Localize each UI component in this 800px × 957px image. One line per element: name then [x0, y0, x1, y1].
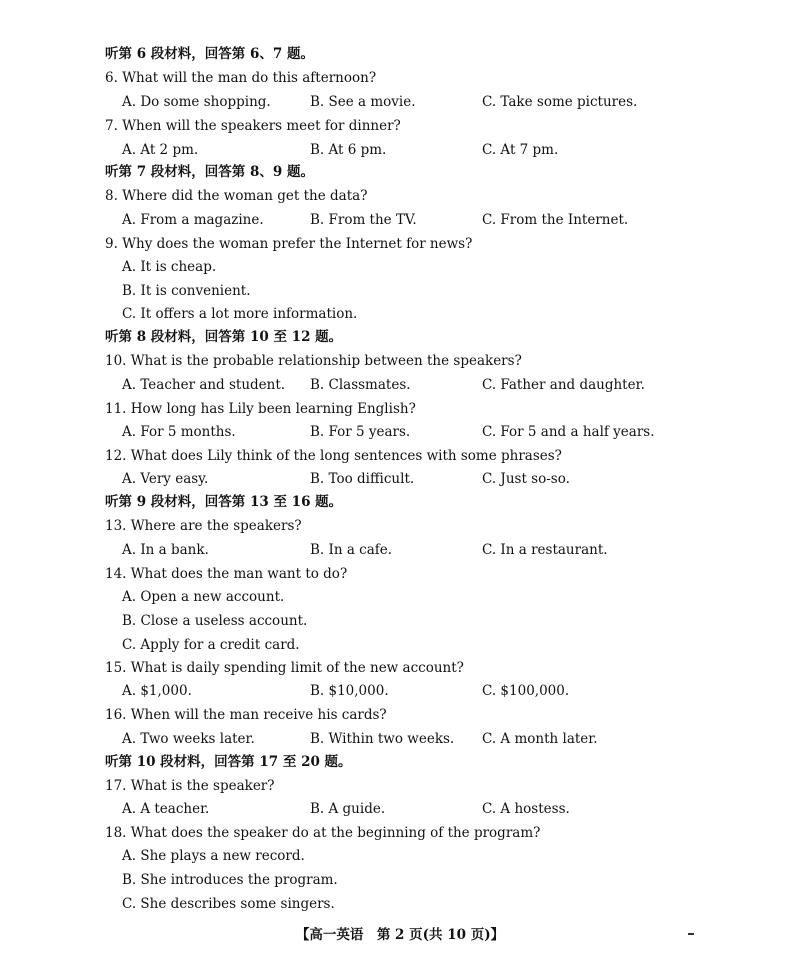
option-15a: A. $1,000.	[122, 683, 192, 699]
question-18: 18. What does the speaker do at the beginning of the program?	[105, 825, 541, 841]
option-14b: B. Close a useless account.	[122, 613, 308, 629]
option-7a: A. At 2 pm.	[122, 142, 199, 158]
option-8a: A. From a magazine.	[122, 212, 264, 228]
question-15: 15. What is daily spending limit of the new account?	[105, 660, 464, 676]
section-header-9: 听第 9 段材料，回答第 13 至 16 题。	[105, 494, 343, 510]
option-7c: C. At 7 pm.	[482, 142, 559, 158]
option-8c: C. From the Internet.	[482, 212, 629, 228]
option-15c: C. $100,000.	[482, 683, 570, 699]
page-footer: 【高一英语 第 2 页(共 10 页)】	[295, 927, 505, 943]
scan-mark	[688, 933, 694, 935]
option-18b: B. She introduces the program.	[122, 872, 338, 888]
option-15b: B. $10,000.	[310, 683, 389, 699]
option-14a: A. Open a new account.	[122, 589, 285, 605]
section-header-10: 听第 10 段材料，回答第 17 至 20 题。	[105, 754, 352, 770]
section-header-7: 听第 7 段材料，回答第 8、9 题。	[105, 164, 314, 180]
option-7b: B. At 6 pm.	[310, 142, 387, 158]
option-9b: B. It is convenient.	[122, 283, 251, 299]
question-12: 12. What does Lily think of the long sentences with some phrases?	[105, 448, 562, 464]
section-header-8: 听第 8 段材料，回答第 10 至 12 题。	[105, 329, 343, 345]
question-16: 16. When will the man receive his cards?	[105, 707, 387, 723]
option-16c: C. A month later.	[482, 731, 598, 747]
question-10: 10. What is the probable relationship between the speakers?	[105, 353, 522, 369]
option-13b: B. In a cafe.	[310, 542, 393, 558]
option-18c: C. She describes some singers.	[122, 896, 335, 912]
option-12c: C. Just so-so.	[482, 471, 570, 487]
option-6a: A. Do some shopping.	[122, 94, 271, 110]
option-17b: B. A guide.	[310, 801, 386, 817]
question-8: 8. Where did the woman get the data?	[105, 188, 368, 204]
option-6c: C. Take some pictures.	[482, 94, 638, 110]
question-17: 17. What is the speaker?	[105, 778, 275, 794]
option-14c: C. Apply for a credit card.	[122, 637, 300, 653]
question-7: 7. When will the speakers meet for dinner?	[105, 118, 401, 134]
option-11a: A. For 5 months.	[122, 424, 236, 440]
option-13c: C. In a restaurant.	[482, 542, 608, 558]
question-14: 14. What does the man want to do?	[105, 566, 348, 582]
section-header-6: 听第 6 段材料，回答第 6、7 题。	[105, 46, 314, 62]
option-12a: A. Very easy.	[122, 471, 209, 487]
question-6: 6. What will the man do this afternoon?	[105, 70, 377, 86]
option-13a: A. In a bank.	[122, 542, 209, 558]
option-12b: B. Too difficult.	[310, 471, 415, 487]
option-9c: C. It offers a lot more information.	[122, 306, 358, 322]
option-16b: B. Within two weeks.	[310, 731, 455, 747]
question-13: 13. Where are the speakers?	[105, 518, 302, 534]
option-9a: A. It is cheap.	[122, 259, 217, 275]
option-16a: A. Two weeks later.	[122, 731, 255, 747]
option-11c: C. For 5 and a half years.	[482, 424, 655, 440]
question-9: 9. Why does the woman prefer the Internet for news?	[105, 236, 473, 252]
option-10b: B. Classmates.	[310, 377, 411, 393]
option-17a: A. A teacher.	[122, 801, 210, 817]
option-17c: C. A hostess.	[482, 801, 570, 817]
option-8b: B. From the TV.	[310, 212, 417, 228]
question-11: 11. How long has Lily been learning English?	[105, 401, 416, 417]
option-10c: C. Father and daughter.	[482, 377, 645, 393]
option-18a: A. She plays a new record.	[122, 848, 305, 864]
option-6b: B. See a movie.	[310, 94, 416, 110]
option-11b: B. For 5 years.	[310, 424, 411, 440]
option-10a: A. Teacher and student.	[122, 377, 286, 393]
